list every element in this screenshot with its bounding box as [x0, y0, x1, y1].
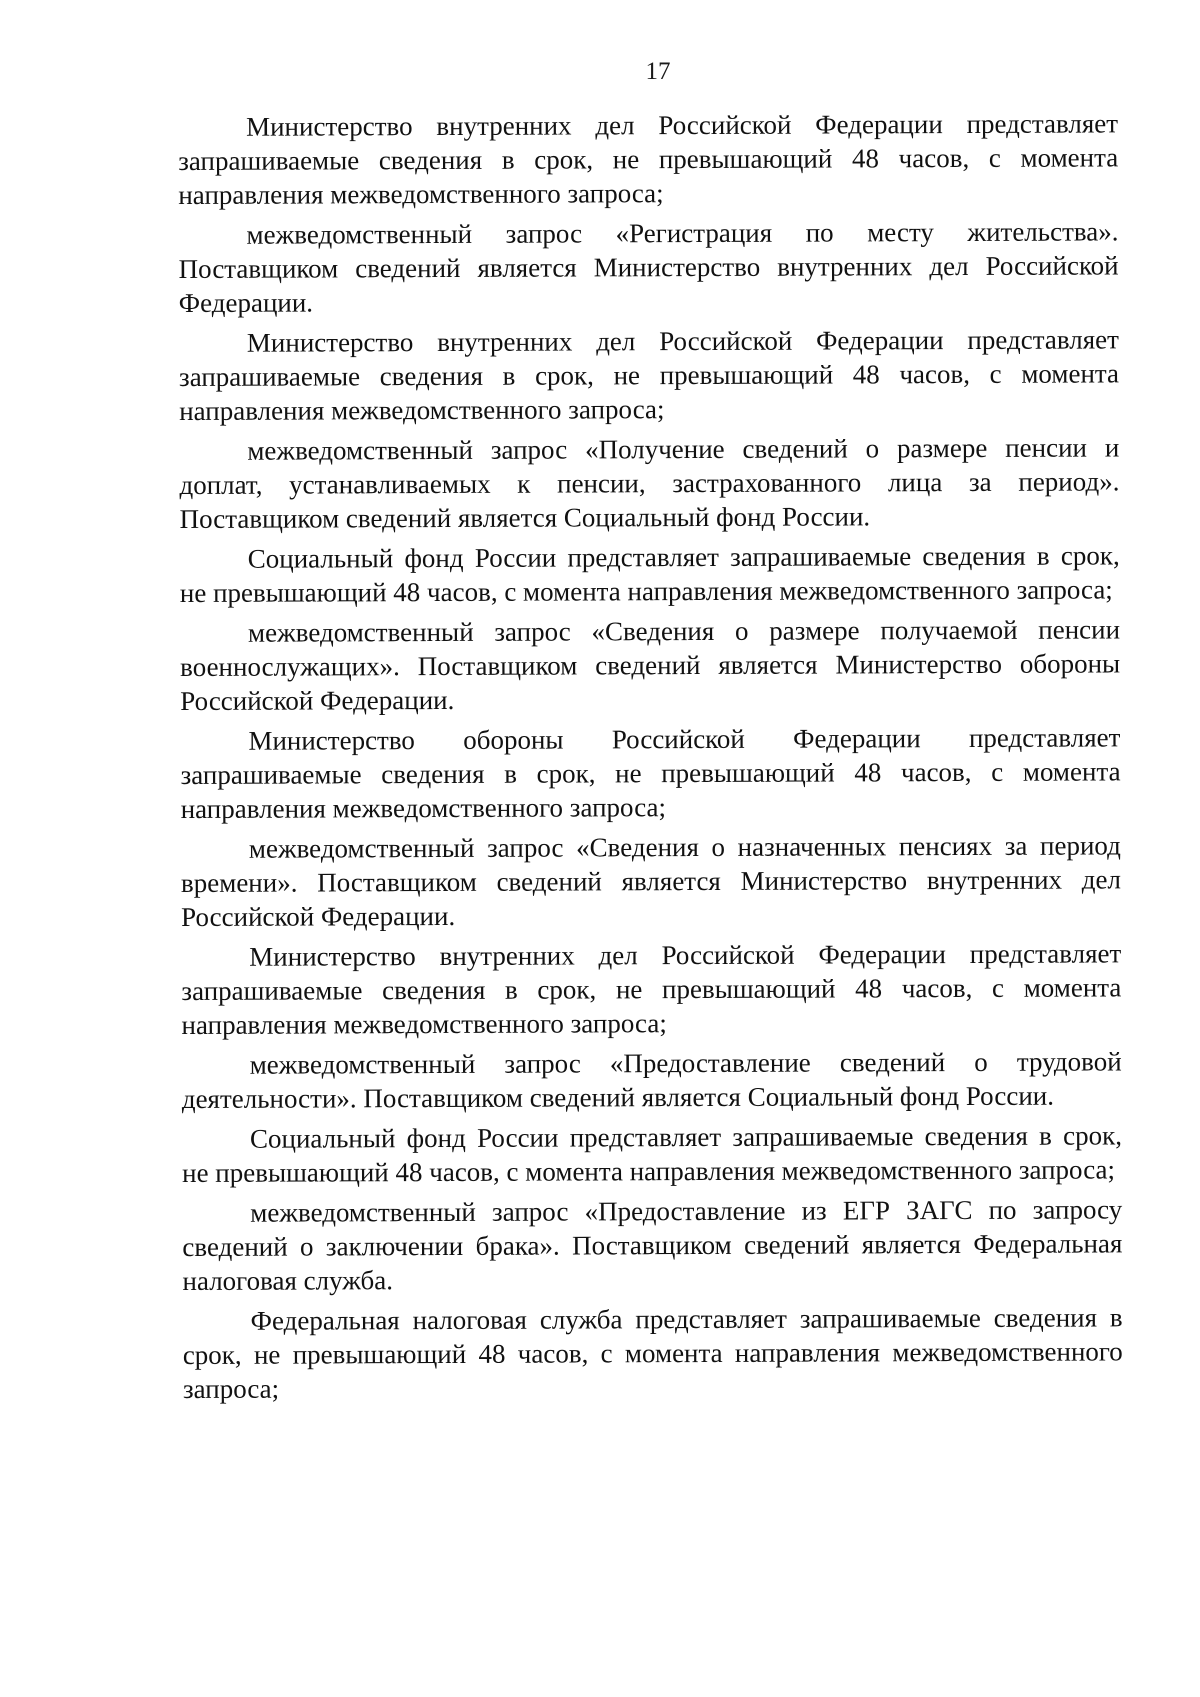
paragraph-7: Министерство обороны Российской Федерации представляет запрашиваемые сведения в срок, не превышающий 48 часов, с момента направления межведомственного запроса;: [180, 722, 1121, 824]
paragraph-9: Министерство внутренних дел Российской Федерации представляет запрашиваемые сведения в срок, не превышающий 48 часов, с момента направления межведомственного запроса;: [181, 938, 1122, 1040]
paragraph-2: межведомственный запрос «Регистрация по месту жительства». Поставщиком сведений является Министерство внутренних дел Российской Федерации.: [178, 216, 1119, 318]
page-number: 17: [645, 58, 671, 85]
document-body: [178, 106, 1123, 1412]
paragraph-13: Федеральная налоговая служба представляет запрашиваемые сведения в срок, не превышающий 48 часов, с момента направления межведомственного запроса;: [182, 1302, 1123, 1404]
paragraph-3: Министерство внутренних дел Российской Федерации представляет запрашиваемые сведения в срок, не превышающий 48 часов, с момента направления межведомственного запроса;: [178, 324, 1120, 426]
paragraph-12: межведомственный запрос «Предоставление из ЕГР ЗАГС по запросу сведений о заключении брака». Поставщиком сведений является Федеральная налоговая служба.: [182, 1194, 1123, 1296]
paragraph-4: межведомственный запрос «Получение сведений о размере пенсии и доплат, устанавливаемых к пенсии, застрахованного лица за период». Поставщиком сведений является Социальный фонд России.: [179, 432, 1120, 534]
paragraph-11: Социальный фонд России представляет запрашиваемые сведения в срок, не превышающий 48 часов, с момента направления межведомственного запроса;: [182, 1120, 1123, 1188]
paragraph-1: Министерство внутренних дел Российской Федерации представляет запрашиваемые сведения в срок, не превышающий 48 часов, с момента направления межведомственного запроса;: [178, 108, 1119, 210]
paragraph-6: межведомственный запрос «Сведения о размере получаемой пенсии военнослужащих». Поставщиком сведений является Министерство обороны Российской Федерации.: [180, 614, 1121, 716]
paragraph-8: межведомственный запрос «Сведения о назначенных пенсиях за период времени». Поставщиком сведений является Министерство внутренних дел Российской Федерации.: [180, 830, 1122, 932]
paragraph-5: Социальный фонд России представляет запрашиваемые сведения в срок, не превышающий 48 часов, с момента направления межведомственного запроса;: [179, 540, 1120, 608]
paragraph-10: межведомственный запрос «Предоставление сведений о трудовой деятельности». Поставщиком сведений является Социальный фонд России.: [181, 1046, 1122, 1114]
